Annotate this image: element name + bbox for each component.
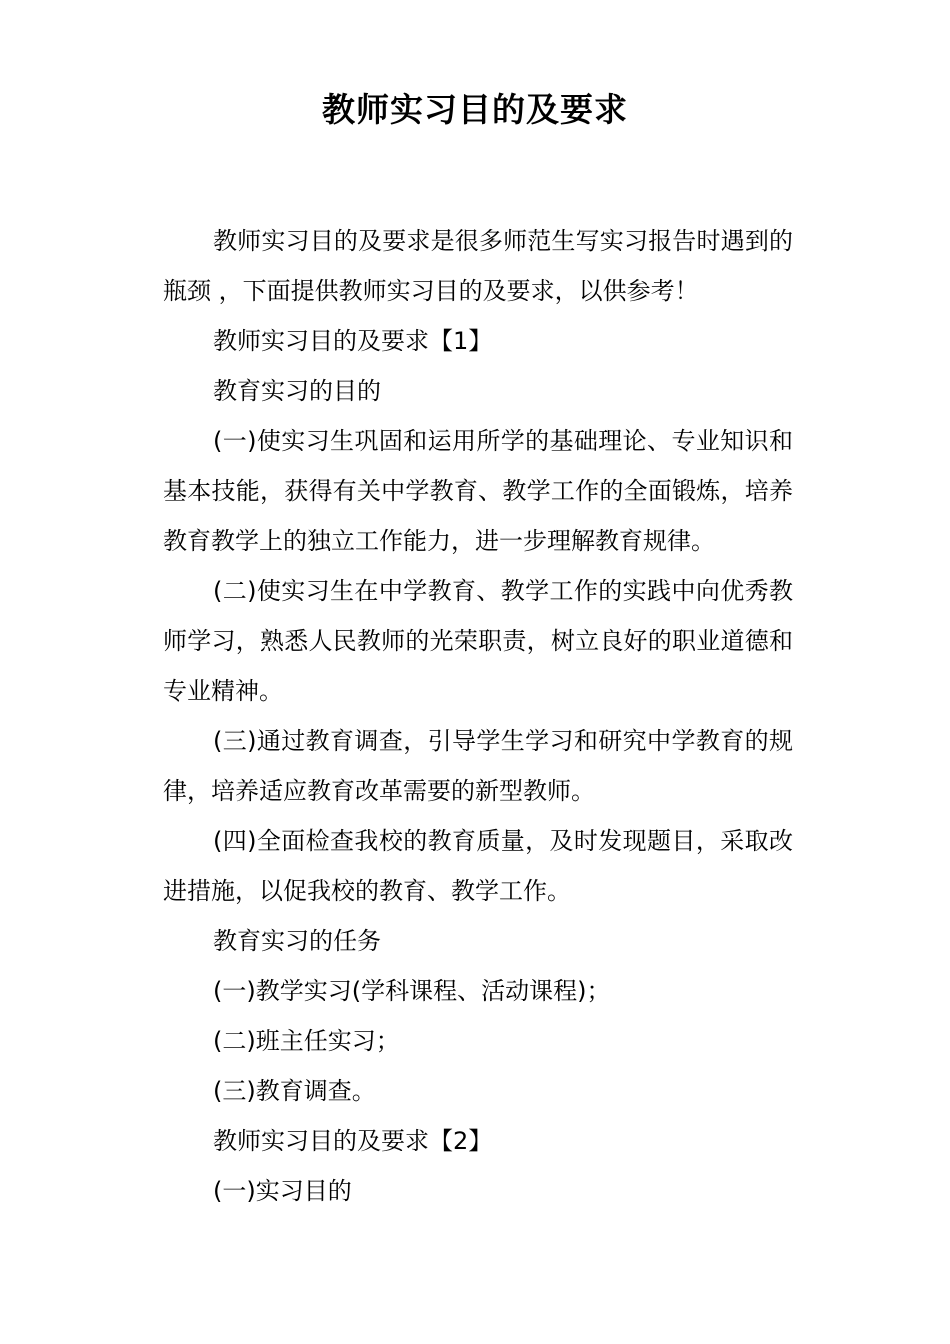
subheading-purpose: 教育实习的目的 xyxy=(213,377,381,405)
subheading-practice-purpose: (一)实习目的 xyxy=(213,1177,352,1205)
section-heading-1: 教师实习目的及要求【1】 xyxy=(213,327,493,355)
section-heading-2: 教师实习目的及要求【2】 xyxy=(213,1127,493,1155)
intro-paragraph: 教师实习目的及要求是很多师范生写实习报告时遇到的瓶颈 ，下面提供教师实习目的及要求，以供参考！ xyxy=(163,227,793,305)
purpose-item-2: (二)使实习生在中学教育、教学工作的实践中向优秀教师学习，熟悉人民教师的光荣职责，树立良好的职业道德和专业精神。 xyxy=(163,577,793,705)
subheading-tasks: 教育实习的任务 xyxy=(213,927,381,955)
task-item-2: (二)班主任实习； xyxy=(213,1027,400,1055)
purpose-item-4: (四)全面检查我校的教育质量，及时发现题目，采取改进措施，以促我校的教育、教学工作。 xyxy=(163,827,793,905)
purpose-item-1: (一)使实习生巩固和运用所学的基础理论、专业知识和基本技能，获得有关中学教育、教学工作的全面锻炼，培养教育教学上的独立工作能力，进一步理解教育规律。 xyxy=(163,427,793,555)
task-item-1: (一)教学实习(学科课程、活动课程)； xyxy=(213,977,611,1005)
document-title: 教师实习目的及要求 xyxy=(322,90,628,129)
purpose-item-3: (三)通过教育调查，引导学生学习和研究中学教育的规律，培养适应教育改革需要的新型教师。 xyxy=(163,727,793,805)
document-body xyxy=(163,216,793,1216)
task-item-3: (三)教育调查。 xyxy=(213,1077,376,1105)
